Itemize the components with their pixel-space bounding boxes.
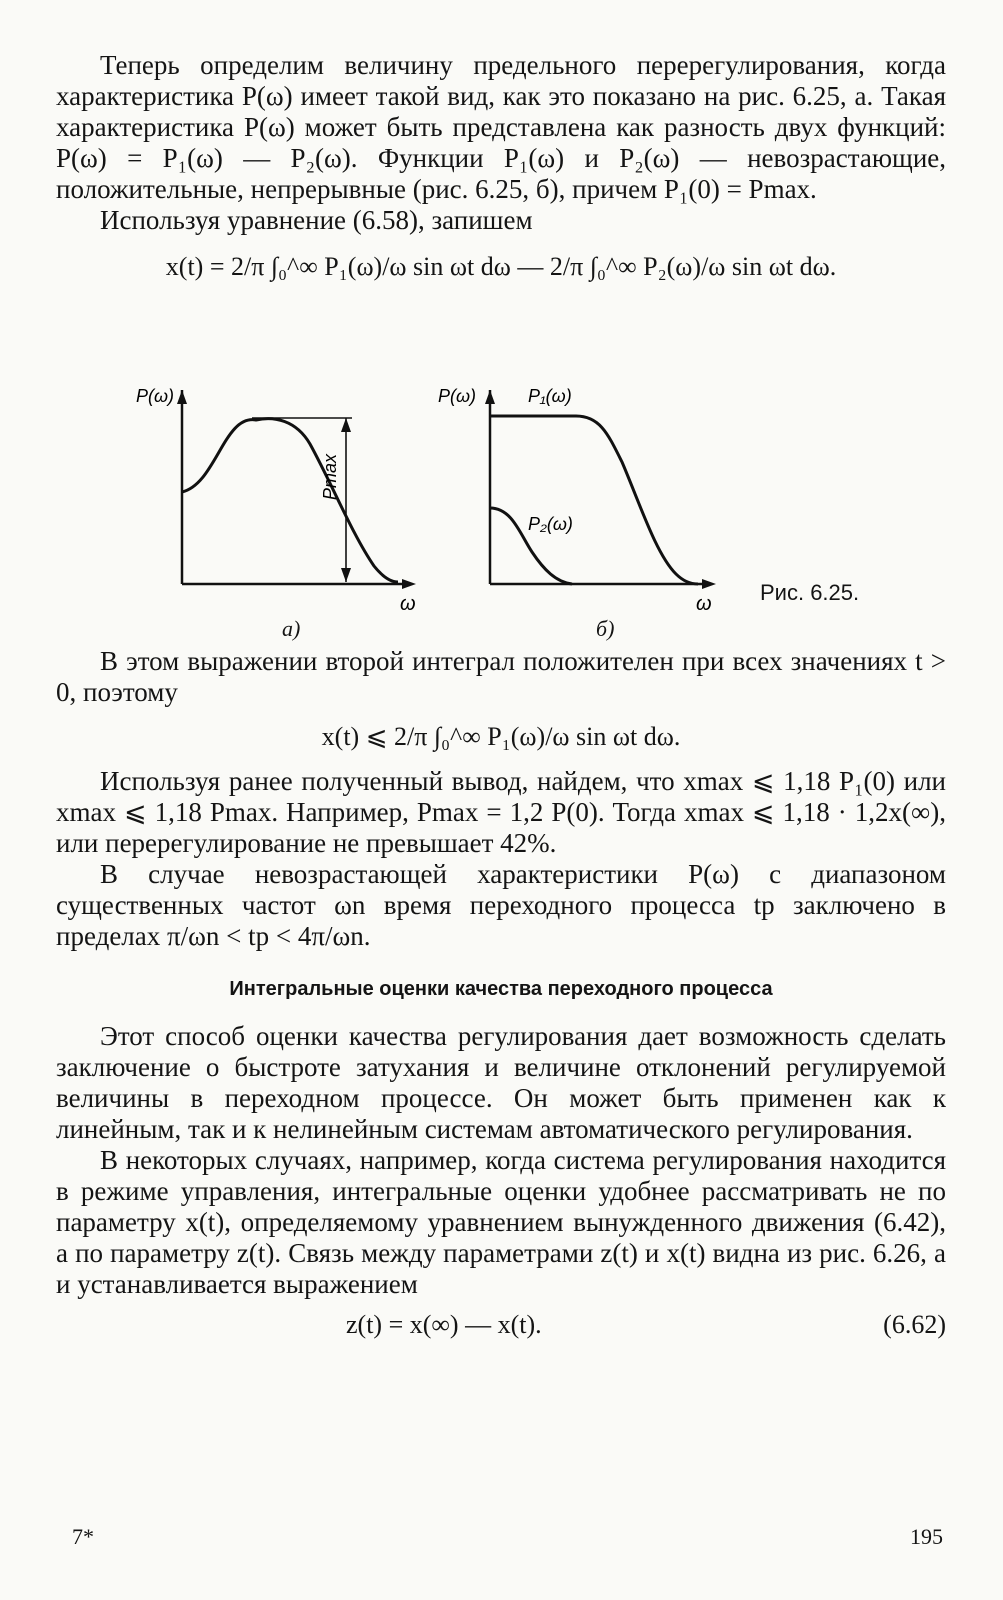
ylabel-a: P(ω) [136, 386, 175, 406]
paragraph-6: Этот способ оценки качества регулирования дает возможность сделать заключение о быстроте затухания и величине отклонений регулируемой величины в переходном процессе. Он может быть применен как к линейным, так и к нелинейным системам автоматического регулирования. [56, 1021, 946, 1144]
figure-6-25 [56, 384, 946, 694]
arrow-y-a [177, 390, 187, 404]
pmax-arrow-down [341, 568, 351, 582]
pmax-arrow-up [341, 418, 351, 432]
page-number: 195 [910, 1524, 943, 1549]
paragraph-4: Используя ранее полученный вывод, найдем, что xmax ⩽ 1,18 P₁(0) или xmax ⩽ 1,18 Pmax. Например, Pmax = 1,2 P(0). Тогда xmax ⩽ 1,18 · 1,2x(∞), или перерегулирование не превышает 42%. [56, 766, 946, 858]
arrow-x-a [402, 579, 416, 589]
figure-b [438, 386, 716, 615]
curve-p2-label: P₂(ω) [528, 514, 573, 534]
xlabel-b: ω [696, 593, 712, 615]
xlabel-a: ω [400, 593, 416, 615]
formula-3: z(t) = x(∞) — x(t). [346, 1310, 542, 1339]
paragraph-3: В этом выражении второй интеграл положителен при всех значениях t > 0, поэтому [56, 646, 946, 707]
paragraph-5: В случае невозрастающей характеристики P(ω) с диапазоном существенных частот ωn время переходного процесса tp заключено в пределах π/ωn < tp < 4π/ωn. [56, 859, 946, 951]
formula-2: x(t) ⩽ 2/π ∫₀^∞ P₁(ω)/ω sin ωt dω. [321, 722, 681, 751]
figure-caption: Рис. 6.25. [760, 580, 860, 605]
equation-number: (6.62) [883, 1310, 946, 1339]
figure-a [136, 386, 416, 615]
section-heading: Интегральные оценки качества переходного процесса [229, 978, 773, 1000]
signature-mark: 7* [72, 1524, 94, 1549]
arrow-y-b [485, 390, 495, 404]
formula-3-row [56, 1310, 946, 1344]
paragraph-1: Теперь определим величину предельного перерегулирования, когда характеристика P(ω) имеет такой вид, как это показано на рис. 6.25, а. Такая характеристика P(ω) может быть представлена как разность двух функций: P(ω) = P₁(ω) — P₂(ω). Функции P₁(ω) и P₂(ω) — невозрастающие, положительные, непрерывные (рис. 6.25, б), причем P₁(0) = Pmax. [56, 50, 946, 204]
sublabel-b: б) [596, 616, 615, 641]
ylabel-b: P(ω) [438, 386, 477, 406]
figure-svg [56, 384, 946, 654]
paragraph-2: Используя уравнение (6.58), запишем [100, 205, 533, 235]
paragraph-7: В некоторых случаях, например, когда система регулирования находится в режиме управления, интегральные оценки удобнее рассматривать не по параметру x(t), определяемому уравнением вынужденного движения (6.42), а по параметру z(t). Связь между параметрами z(t) и x(t) видна из рис. 6.26, а и устанавливается выражением [56, 1145, 946, 1299]
pmax-label: Pmax [320, 453, 340, 500]
formula-1: x(t) = 2/π ∫₀^∞ P₁(ω)/ω sin ωt dω — 2/π ∫₀^∞ P₂(ω)/ω sin ωt dω. [165, 252, 837, 281]
arrow-x-b [702, 579, 716, 589]
curve-p-omega [182, 419, 398, 582]
curve-p1-label: P₁(ω) [528, 386, 572, 406]
curve-p1 [490, 416, 698, 584]
sublabel-a: а) [282, 616, 301, 641]
